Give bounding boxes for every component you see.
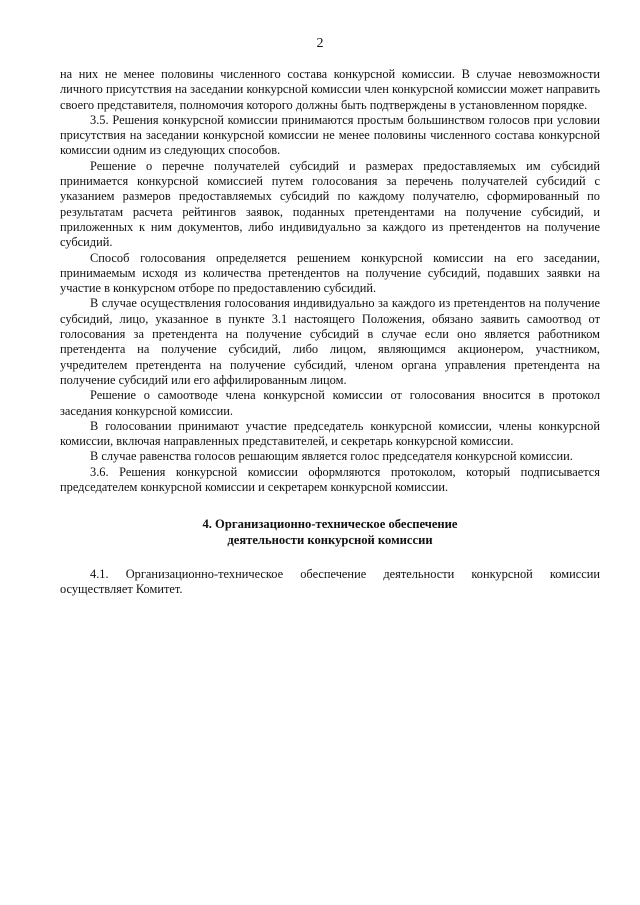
section-heading <box>60 517 600 548</box>
paragraph-individual-voting: В случае осуществления голосования индивидуально за каждого из претендентов на получение субсидий, лицо, указанное в пункте 3.1 настоящего Положения, обязано заявить самоотвод от голосования за претендента на получение субсидий в случае если оно является работником претендента на получение субсидий, либо лицом, являющимся акционером, участником, учредителем претендента на получение субсидий, членом органа управления претендента на получение субсидий или его аффилированным лицом. <box>60 296 600 387</box>
paragraph-4-1: 4.1. Организационно-техническое обеспечение деятельности конкурсной комиссии осуществляет Комитет. <box>60 566 600 597</box>
document-body <box>60 67 600 598</box>
paragraph-recusal-record: Решение о самоотводе члена конкурсной комиссии от голосования вносится в протокол заседания конкурсной комиссии. <box>60 388 600 418</box>
paragraph-voting-participants: В голосовании принимают участие председатель конкурсной комиссии, члены конкурсной комиссии, включая направленных представителей, и секретарь конкурсной комиссии. <box>60 418 600 449</box>
paragraph-3-5: 3.5. Решения конкурсной комиссии принимаются простым большинством голосов при условии присутствия на заседании конкурсной комиссии не менее половины численного состава конкурсной комиссии одним из следующих способов. <box>60 112 600 158</box>
paragraph-voting-method: Способ голосования определяется решением конкурсной комиссии на его заседании, принимаемым исходя из количества претендентов на получение субсидий, подавших заявки на участие в конкурсном отборе по предоставлению субсидий. <box>60 250 600 296</box>
paragraph-3-6: 3.6. Решения конкурсной комиссии оформляются протоколом, который подписывается председателем конкурсной комиссии и секретарем конкурсной комиссии. <box>60 464 600 495</box>
page-number: 2 <box>316 36 324 51</box>
paragraph-continuation: на них не менее половины численного состава конкурсной комиссии. В случае невозможности личного присутствия на заседании конкурсной комиссии член конкурсной комиссии может направить своего представителя, полномочия которого должны быть подтверждены в установленном порядке. <box>60 67 600 112</box>
section-heading-line-2: деятельности конкурсной комиссии <box>227 532 433 547</box>
paragraph-subsidy-decision: Решение о перечне получателей субсидий и размерах предоставляемых им субсидий принимается конкурсной комиссией путем голосования за перечень получателей субсидий с указанием размеров предоставляемых субсидий по каждому получателю, сформированный по результатам расчета рейтингов заявок, поданных претендентами на получение субсидий, и приложенных к ним документов, либо индивидуально за каждого из претендентов на получение субсидий. <box>60 158 600 250</box>
paragraph-tie-vote: В случае равенства голосов решающим является голос председателя конкурсной комиссии. <box>90 449 573 464</box>
section-heading-line-1: 4. Организационно-техническое обеспечение <box>202 517 458 532</box>
